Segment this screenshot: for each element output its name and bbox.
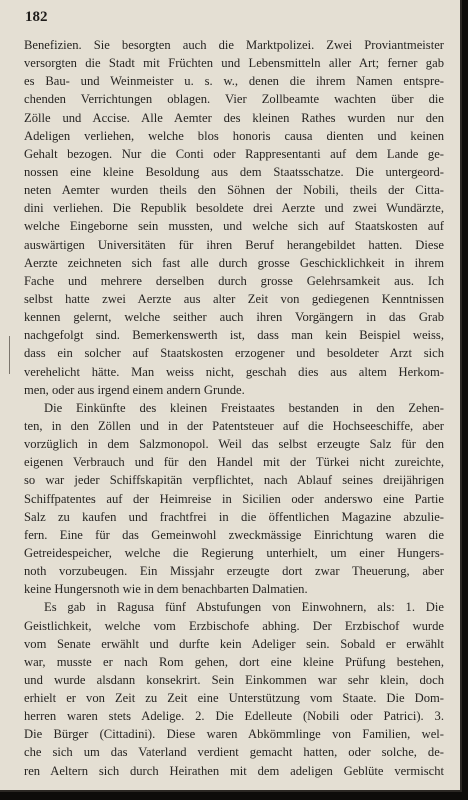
margin-pencil-mark: [9, 336, 10, 374]
text-line: ten, in den Zöllen und in der Patentsteuer auf die Hochseeschiffe, aber: [24, 418, 444, 433]
text-line: vom Senate erwählt und durfte kein Adeliger sein. Sobald er erwählt: [24, 636, 444, 651]
paragraph: [24, 399, 444, 599]
text-line: men, oder aus irgend einem andern Grunde.: [24, 382, 245, 397]
text-line: Zölle und Accise. Alle Aemter des kleinen Rathes wurden nur den: [24, 110, 444, 125]
text-line: Die Bürger (Cittadini). Diese waren Abkömmlinge von Familien, wel-: [24, 727, 444, 742]
text-line: kennen gelernt, welche seither auch ihren Vorgängern in das Grab: [24, 310, 444, 325]
page-number: 182: [25, 9, 48, 25]
text-line: vorzüglich in dem Salzmonopol. Weil das selbst erzeugte Salz für den: [24, 437, 444, 452]
text-line: keine Hungersnoth wie in dem benachbarten Dalmatien.: [24, 582, 308, 597]
text-line: Benefizien. Sie besorgten auch die Marktpolizei. Zwei Proviantmeister: [24, 38, 444, 52]
text-line: Aerzte zeichneten sich fast alle durch grosse Geschicklichkeit in ihrem: [24, 255, 444, 270]
text-line: erhielt er von Zeit zu Zeit eine Unterstützung vom Staate. Die Dom-: [24, 691, 444, 706]
text-line: herren waren stets Adelige. 2. Die Edelleute (Nobili oder Patrici). 3.: [24, 709, 444, 724]
text-line: Adeligen verliehen, welche blos honoris causa dienten und keinen: [24, 128, 444, 143]
body-text: [24, 36, 444, 780]
text-line: Fache und mehrere derselben durch grosse Gelehrsamkeit aus. Ich: [24, 273, 444, 288]
text-line: auswärtigen Universitäten für ihren Beruf herangebildet hatten. Diese: [24, 237, 444, 252]
text-line: fern. Eine für das Gemeinwohl zweckmässige Einrichtung waren die: [24, 527, 444, 542]
text-line: Salz zu kaufen und frachtfrei in die öffentlichen Magazine abzulie-: [24, 509, 444, 524]
text-line: dass ein solcher auf Staatskosten erzogener und besoldeter Arzt sich: [24, 346, 444, 361]
paragraph: [24, 598, 444, 779]
text-line: nossen eine kleine Besoldung aus dem Staatsschatze. Die untergeord-: [24, 164, 444, 179]
text-line: nachgefolgt sind. Bemerkenswerth ist, dass man kein Beispiel weiss,: [24, 328, 444, 343]
text-line: so war jeder Schiffskapitän verpflichtet, nach Ablauf seines dreijährigen: [24, 473, 444, 488]
text-line: dini verliehen. Die Republik besoldete drei Aerzte und zwei Wundärzte,: [24, 201, 444, 216]
paragraph: [24, 36, 444, 399]
text-line: Es gab in Ragusa fünf Abstufungen von Einwohnern, als: 1. Die: [44, 600, 444, 615]
text-line: noth vorzubeugen. Ein Missjahr erzeugte dort zwar Theuerung, aber: [24, 564, 444, 579]
text-line: Die Einkünfte des kleinen Freistaates bestanden in den Zehen-: [44, 400, 444, 415]
text-line: ren Aeltern sich durch Heirathen mit dem adeligen Geblüte vermischt: [24, 763, 444, 778]
text-line: versorgten die Stadt mit Früchten und Lebensmitteln aller Art; ferner gab: [24, 56, 444, 71]
text-line: es Bau- und Weinmeister u. s. w., denen die ihrem Namen entspre-: [24, 74, 444, 89]
text-line: Geistlichkeit, welche vom Erzbischofe abhing. Der Erzbischof wurde: [24, 618, 444, 633]
text-line: selbst hatte zwei Aerzte aus alter Zeit von gediegenen Kenntnissen: [24, 291, 444, 306]
text-line: verehelicht hätte. Man weiss nicht, geschah dies aus altem Herkom-: [24, 364, 444, 379]
text-line: neten Aemter wurden theils den Söhnen der Nobili, theils der Citta-: [24, 183, 444, 198]
text-line: eigenen Verbrauch und für den Handel mit der Türkei nicht zureichte,: [24, 455, 444, 470]
text-line: war, musste er nach Rom gehen, dort eine kleine Prüfung bestehen,: [24, 654, 444, 669]
text-line: chenden Verrichtungen oblagen. Vier Zollbeamte wachten über die: [24, 92, 444, 107]
text-line: che sich um das Vaterland verdient gemacht hatten, oder solche, de-: [24, 745, 444, 760]
text-line: Getreidespeicher, welche die Regierung unterhielt, um einer Hungers-: [24, 545, 444, 560]
text-line: Gehalt bezogen. Nur die Conti oder Rappresentanti auf dem Lande ge-: [24, 146, 444, 161]
text-line: welche Eingeborne sein mussten, und welche sich auf Staatskosten auf: [24, 219, 444, 234]
text-line: und wurde alsdann konsekrirt. Sein Einkommen war sehr klein, doch: [24, 672, 444, 687]
text-line: Schiffpatentes auf der Heimreise in Sicilien oder anderswo eine Partie: [24, 491, 444, 506]
